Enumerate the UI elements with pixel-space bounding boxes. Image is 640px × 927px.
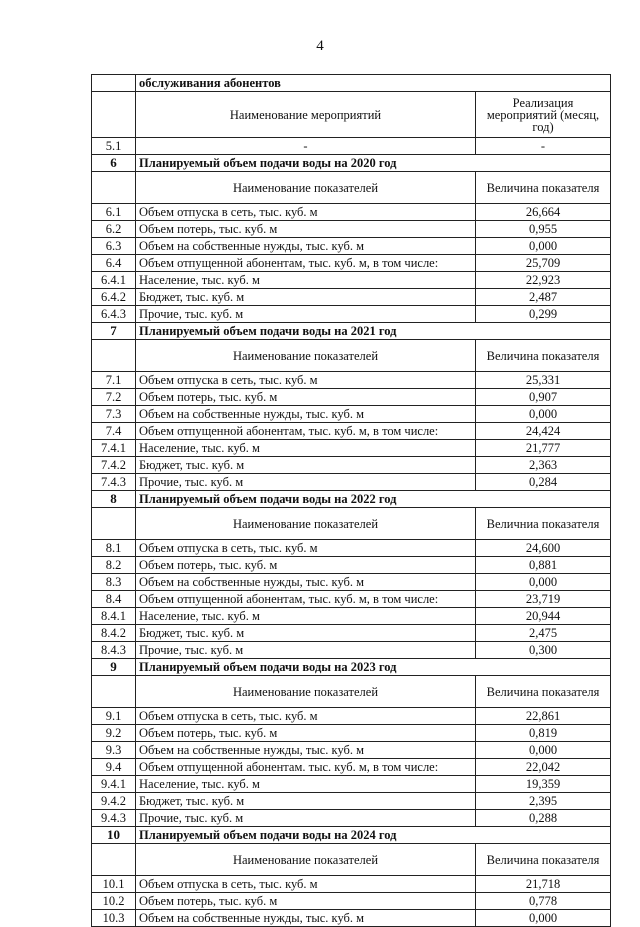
row-number: 8.3 [92, 574, 136, 591]
row-name: Объем потерь, тыс. куб. м [136, 557, 476, 574]
row-value: 22,861 [476, 708, 611, 725]
section-header-row [92, 323, 611, 340]
row-name: Объем отпуска в сеть, тыс. куб. м [136, 708, 476, 725]
table-row [92, 406, 611, 423]
indicator-value-header: Величина показателя [476, 340, 611, 372]
row-name: Прочие, тыс. куб. м [136, 474, 476, 491]
row-name: Объем отпущенной абонентам, тыс. куб. м, в том числе: [136, 591, 476, 608]
table-row [92, 540, 611, 557]
row-number: 10.3 [92, 910, 136, 927]
table-row [92, 574, 611, 591]
row-name: Объем потерь, тыс. куб. м [136, 221, 476, 238]
row-number: 6.1 [92, 204, 136, 221]
table-row [92, 204, 611, 221]
row-value: 20,944 [476, 608, 611, 625]
row-number: 6.4.3 [92, 306, 136, 323]
table-row [92, 272, 611, 289]
section-header-row [92, 827, 611, 844]
row-number: 7.4.1 [92, 440, 136, 457]
row-number: 6.4 [92, 255, 136, 272]
row-number: 10.1 [92, 876, 136, 893]
row-value: 0,000 [476, 742, 611, 759]
row-value: 2,395 [476, 793, 611, 810]
indicator-value-header: Величина показателя [476, 844, 611, 876]
indicator-value-header: Величина показателя [476, 676, 611, 708]
table-row [92, 876, 611, 893]
row-number: 8.4.1 [92, 608, 136, 625]
empty-cell [92, 340, 136, 372]
row-name: Население, тыс. куб. м [136, 776, 476, 793]
row-value: 0,000 [476, 574, 611, 591]
table-row [92, 793, 611, 810]
row-number: 9.4.1 [92, 776, 136, 793]
row-name: - [136, 138, 476, 155]
table-row [92, 138, 611, 155]
row-value: 2,487 [476, 289, 611, 306]
row-name: Объем отпуска в сеть, тыс. куб. м [136, 540, 476, 557]
table-row [92, 725, 611, 742]
row-name: Бюджет, тыс. куб. м [136, 793, 476, 810]
indicator-name-header: Наименование показателей [136, 172, 476, 204]
table-row [92, 742, 611, 759]
table-row [92, 608, 611, 625]
empty-cell [92, 92, 136, 138]
row-value: 2,475 [476, 625, 611, 642]
table-row [92, 289, 611, 306]
row-number: 7.4.3 [92, 474, 136, 491]
indicator-name-header: Наименование показателей [136, 676, 476, 708]
row-name: Прочие, тыс. куб. м [136, 810, 476, 827]
row-name: Объем на собственные нужды, тыс. куб. м [136, 406, 476, 423]
section-title: Планируемый объем подачи воды на 2024 год [136, 827, 611, 844]
row-name: Бюджет, тыс. куб. м [136, 625, 476, 642]
row-number: 6.2 [92, 221, 136, 238]
table-row [92, 474, 611, 491]
section-title: Планируемый объем подачи воды на 2021 год [136, 323, 611, 340]
row-number: 9.4 [92, 759, 136, 776]
table-row [92, 910, 611, 927]
row-number: 7.1 [92, 372, 136, 389]
table-row [92, 557, 611, 574]
row-number: 8.4 [92, 591, 136, 608]
indicator-name-header: Наименование показателей [136, 844, 476, 876]
row-number: 8.1 [92, 540, 136, 557]
row-name: Объем потерь, тыс. куб. м [136, 389, 476, 406]
page-number: 4 [316, 38, 324, 54]
section-header-row [92, 155, 611, 172]
row-value: 0,300 [476, 642, 611, 659]
section-number: 9 [92, 659, 136, 676]
row-value: 0,284 [476, 474, 611, 491]
row-name: Прочие, тыс. куб. м [136, 642, 476, 659]
table-row [92, 306, 611, 323]
row-value: - [476, 138, 611, 155]
row-number: 5.1 [92, 138, 136, 155]
row-number: 9.4.3 [92, 810, 136, 827]
row-value: 22,923 [476, 272, 611, 289]
empty-cell [92, 844, 136, 876]
section-title: Планируемый объем подачи воды на 2020 год [136, 155, 611, 172]
row-value: 0,881 [476, 557, 611, 574]
row-value: 0,819 [476, 725, 611, 742]
row-number: 6.4.1 [92, 272, 136, 289]
row-name: Объем на собственные нужды, тыс. куб. м [136, 910, 476, 927]
row-value: 19,359 [476, 776, 611, 793]
row-name: Объем потерь, тыс. куб. м [136, 893, 476, 910]
row-number: 9.2 [92, 725, 136, 742]
row-number: 8.4.3 [92, 642, 136, 659]
row-value: 0,000 [476, 910, 611, 927]
section-title: Планируемый объем подачи воды на 2023 год [136, 659, 611, 676]
row-value: 0,288 [476, 810, 611, 827]
row-name: Бюджет, тыс. куб. м [136, 289, 476, 306]
row-name: Бюджет, тыс. куб. м [136, 457, 476, 474]
table-row [92, 457, 611, 474]
table-row [92, 440, 611, 457]
indicator-value-header: Величина показателя [476, 172, 611, 204]
row-name: Объем на собственные нужды, тыс. куб. м [136, 742, 476, 759]
empty-cell [92, 172, 136, 204]
row-number: 9.3 [92, 742, 136, 759]
indicator-name-header: Наименование показателей [136, 340, 476, 372]
table-row [92, 625, 611, 642]
row-value: 21,777 [476, 440, 611, 457]
row-name: Объем на собственные нужды, тыс. куб. м [136, 574, 476, 591]
table-row [92, 591, 611, 608]
row-name: Объем отпуска в сеть, тыс. куб. м [136, 204, 476, 221]
row-number: 9.4.2 [92, 793, 136, 810]
row-name: Объем отпущенной абонентам. тыс. куб. м, в том числе: [136, 759, 476, 776]
measures-value-header: Реализация мероприятий (месяц, год) [476, 92, 611, 138]
row-value: 0,907 [476, 389, 611, 406]
measures-header-row [92, 92, 611, 138]
row-number: 6.4.2 [92, 289, 136, 306]
section-number: 7 [92, 323, 136, 340]
table-row [92, 238, 611, 255]
table-row [92, 708, 611, 725]
row-value: 22,042 [476, 759, 611, 776]
row-value: 0,000 [476, 238, 611, 255]
table-row [92, 372, 611, 389]
table-row [92, 221, 611, 238]
indicator-header-row [92, 508, 611, 540]
table-row [92, 776, 611, 793]
row-number: 6.3 [92, 238, 136, 255]
row-name: Объем отпущенной абонентам, тыс. куб. м, в том числе: [136, 423, 476, 440]
row-value: 0,955 [476, 221, 611, 238]
empty-cell [92, 676, 136, 708]
table-row [92, 389, 611, 406]
row-value: 21,718 [476, 876, 611, 893]
continuation-row [92, 75, 611, 92]
indicator-name-header: Наименование показателей [136, 508, 476, 540]
row-name: Объем потерь, тыс. куб. м [136, 725, 476, 742]
table-row [92, 893, 611, 910]
row-number: 7.2 [92, 389, 136, 406]
row-number: 9.1 [92, 708, 136, 725]
row-value: 24,600 [476, 540, 611, 557]
water-supply-table [91, 74, 611, 927]
row-number: 10.2 [92, 893, 136, 910]
row-name: Население, тыс. куб. м [136, 608, 476, 625]
section-header-row [92, 491, 611, 508]
table-row [92, 759, 611, 776]
table-row [92, 255, 611, 272]
row-value: 26,664 [476, 204, 611, 221]
section-number: 6 [92, 155, 136, 172]
table-row [92, 810, 611, 827]
empty-cell [92, 75, 136, 92]
row-number: 7.4.2 [92, 457, 136, 474]
indicator-header-row [92, 844, 611, 876]
row-value: 25,331 [476, 372, 611, 389]
section-title: Планируемый объем подачи воды на 2022 год [136, 491, 611, 508]
row-value: 0,299 [476, 306, 611, 323]
section-number: 10 [92, 827, 136, 844]
row-value: 25,709 [476, 255, 611, 272]
row-value: 0,778 [476, 893, 611, 910]
indicator-header-row [92, 172, 611, 204]
row-name: Прочие, тыс. куб. м [136, 306, 476, 323]
row-value: 0,000 [476, 406, 611, 423]
row-number: 8.4.2 [92, 625, 136, 642]
row-value: 24,424 [476, 423, 611, 440]
continuation-title: обслуживания абонентов [136, 75, 611, 92]
row-number: 7.4 [92, 423, 136, 440]
indicator-value-header: Величниа показателя [476, 508, 611, 540]
row-name: Объем отпуска в сеть, тыс. куб. м [136, 876, 476, 893]
indicator-header-row [92, 340, 611, 372]
row-name: Население, тыс. куб. м [136, 272, 476, 289]
section-header-row [92, 659, 611, 676]
table-row [92, 423, 611, 440]
row-name: Объем отпущенной абонентам, тыс. куб. м, в том числе: [136, 255, 476, 272]
row-number: 8.2 [92, 557, 136, 574]
measures-name-header: Наименование мероприятий [136, 92, 476, 138]
table-row [92, 642, 611, 659]
row-value: 2,363 [476, 457, 611, 474]
row-name: Объем на собственные нужды, тыс. куб. м [136, 238, 476, 255]
row-number: 7.3 [92, 406, 136, 423]
section-number: 8 [92, 491, 136, 508]
empty-cell [92, 508, 136, 540]
row-name: Население, тыс. куб. м [136, 440, 476, 457]
row-name: Объем отпуска в сеть, тыс. куб. м [136, 372, 476, 389]
row-value: 23,719 [476, 591, 611, 608]
indicator-header-row [92, 676, 611, 708]
